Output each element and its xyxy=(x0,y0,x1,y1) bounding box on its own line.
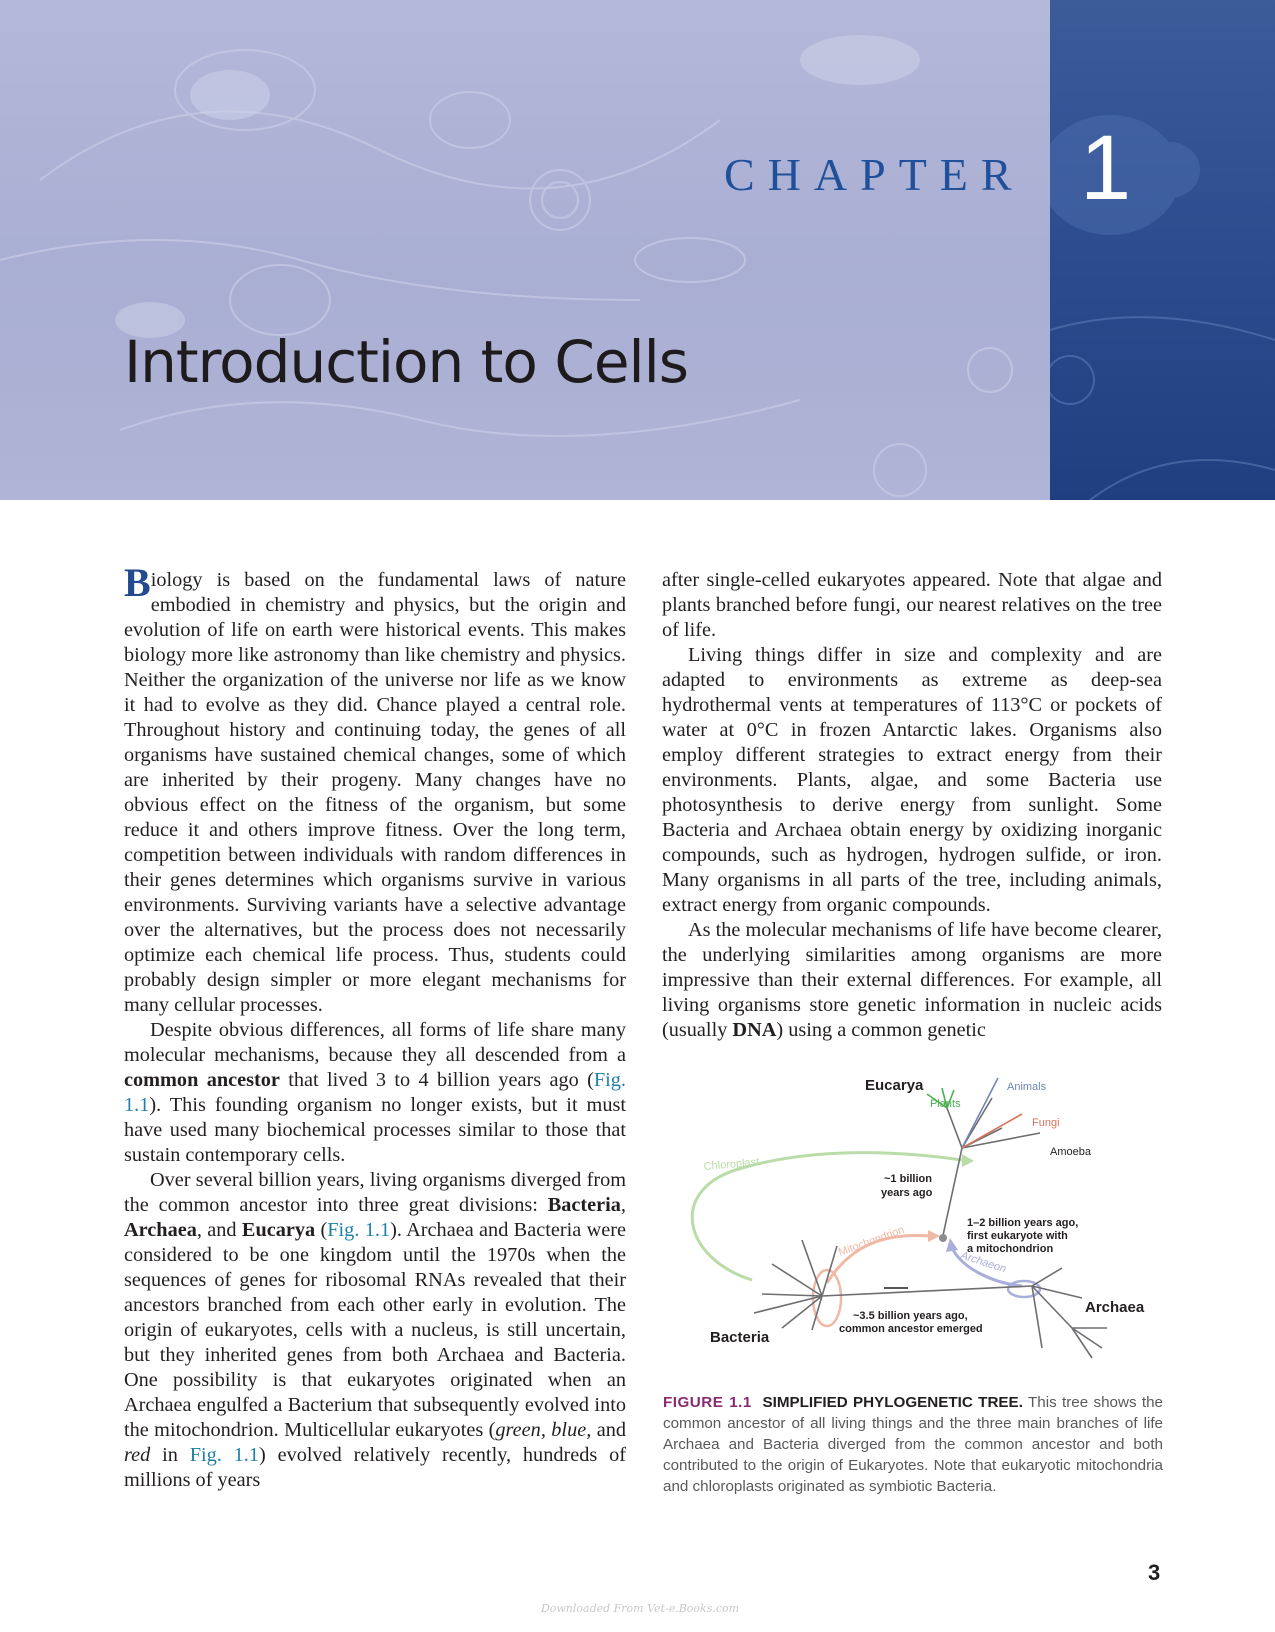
phylogenetic-tree-figure xyxy=(662,1068,1162,1380)
paragraph-1 xyxy=(124,560,626,1018)
right-column xyxy=(662,568,1162,1043)
text-run: As the molecular mechanisms of life have become clearer, the underlying similarities among organisms are more impressive than their external differences. For example, all living organisms store genetic information in nucleic acids (usually xyxy=(662,919,1162,1041)
banner-chapter-panel xyxy=(1050,0,1275,500)
paragraph-3 xyxy=(124,1168,626,1493)
caption-title: SIMPLIFIED PHYLOGENETIC TREE. xyxy=(762,1394,1023,1411)
text-run: , xyxy=(620,1194,626,1216)
text-run: and xyxy=(591,1419,626,1441)
label-amoeba: Amoeba xyxy=(1050,1146,1091,1158)
label-mitochondrion: Mitochondrion xyxy=(836,1223,906,1259)
text-run: Despite obvious differences, all forms of life share many molecular mechanisms, because they all descended from a xyxy=(124,1019,626,1066)
text-run: ). Archaea and Bacteria were considered to be one kingdom until the 1970s when the sequences of genes for ribosomal RNAs revealed that their ancestors branched from each other early in evolution. The origin of eukaryotes, cells with a nucleus, is still uncertain, but they inherited genes from both Archaea and Bacteria. One possibility is that eukaryotes originated when an Archaea engulfed a Bacterium that subsequently evolved into the mitochondrion. Multicellular eukaryotes ( xyxy=(124,1219,626,1441)
label-animals: Animals xyxy=(1007,1081,1047,1093)
label-ancestor-2: common ancestor emerged xyxy=(839,1323,983,1335)
text-run: ). This founding organism no longer exists, but it must have used many biochemical processes similar to those that sustain contemporary cells. xyxy=(124,1094,626,1166)
chapter-title: Introduction to Cells xyxy=(124,328,688,396)
caption-number: FIGURE 1.1 xyxy=(663,1394,752,1411)
figure-reference-link[interactable]: Fig. 1.1 xyxy=(124,1069,626,1116)
mitochondrion-arrowhead xyxy=(928,1230,940,1242)
italic-colors: green, blue, xyxy=(495,1419,592,1441)
caption-text: This tree shows the common ancestor of all living things and the three main branches of life Archaea and Bacteria diverged from the common ancestor and both contributed to the origin of Eukaryotes. Note that eukaryotic mitochondria and chloroplasts originated as symbiotic Bacteria. xyxy=(663,1394,1163,1495)
chapter-label: CHAPTER xyxy=(724,149,1025,200)
term-archaea: Archaea xyxy=(124,1219,197,1241)
label-first-eukaryote-2: first eukaryote with xyxy=(967,1230,1068,1242)
term-bacteria: Bacteria xyxy=(547,1194,621,1216)
paragraph-2 xyxy=(124,1018,626,1168)
label-ancestor-1: ~3.5 billion years ago, xyxy=(853,1310,968,1322)
term-dna: DNA xyxy=(732,1019,777,1041)
figure-reference-link[interactable]: Fig. 1.1 xyxy=(189,1444,260,1466)
label-1-billion: ~1 billion xyxy=(884,1173,932,1185)
figure-reference-link[interactable]: Fig. 1.1 xyxy=(327,1219,391,1241)
label-first-eukaryote-1: 1–2 billion years ago, xyxy=(967,1217,1079,1229)
label-eucarya: Eucarya xyxy=(865,1077,924,1094)
text-run: ) using a common genetic xyxy=(776,1019,986,1041)
label-1-billion-ago: years ago xyxy=(881,1187,933,1199)
paragraph-molecular xyxy=(662,918,1162,1043)
label-plants: Plants xyxy=(930,1098,961,1110)
text-run: that lived 3 to 4 billion years ago ( xyxy=(279,1069,594,1091)
label-fungi: Fungi xyxy=(1032,1117,1060,1129)
label-archaeon: Archaeon xyxy=(959,1249,1008,1276)
banner-microscopy-art xyxy=(0,0,1050,500)
text-run: Over several billion years, living organisms diverged from the common ancestor into three great divisions: xyxy=(124,1169,626,1216)
label-chloroplast: Chloroplast xyxy=(703,1156,760,1173)
first-eukaryote-node xyxy=(939,1234,947,1242)
page-number: 3 xyxy=(1148,1560,1161,1585)
text-run: , and xyxy=(196,1219,242,1241)
text-run: ) evolved relatively recently, hundreds of millions of years xyxy=(124,1444,626,1491)
paragraph-environments: Living things differ in size and complexity and are adapted to environments as extreme as deep-sea hydrothermal vents at temperatures of 113°C or pockets of water at 0°C in frozen Antarctic lakes. Organisms also employ different strategies to extract energy from their environments. Plants, algae, and some Bacteria use photosynthesis to derive energy from sunlight. Some Bacteria and Archaea obtain energy by oxidizing inorganic compounds, such as hydrogen, hydrogen sulfide, or iron. Many organisms in all parts of the tree, including animals, extract energy from organic compounds. xyxy=(662,644,1162,916)
paragraph-continued: after single-celled eukaryotes appeared. Note that algae and plants branched before fungi, our nearest relatives on the tree of life. xyxy=(662,569,1162,641)
left-column xyxy=(124,560,626,1493)
italic-red: red xyxy=(124,1444,151,1466)
chapter-banner xyxy=(0,0,1275,500)
chloroplast-arrow xyxy=(692,1153,962,1280)
label-bacteria: Bacteria xyxy=(710,1329,770,1346)
archaeon-arrowhead xyxy=(946,1238,958,1252)
chloroplast-arrowhead xyxy=(962,1154,974,1167)
drop-cap: B xyxy=(124,560,151,605)
figure-caption xyxy=(663,1392,1163,1497)
paragraph-1-text: iology is based on the fundamental laws of nature embodied in chemistry and physics, but the origin and evolution of life on earth were historical events. This makes biology more like astronomy than like chemistry and physics. Neither the organization of the universe nor life as we know it had to evolve as they did. Chance played a central role. Throughout history and continuing today, the genes of all organisms have sustained chemical changes, some of which are inherited by their progeny. Many changes have no obvious effect on the fitness of the organism, but some reduce it and others improve fitness. Over the long term, competition between individuals with random differences in their genes determines which organisms survive in various environments. Surviving variants have a selective advantage over the alternatives, but the process does not necessarily optimize each chemical life process. Thus, students could probably design simpler or more elegant mechanisms for many cellular processes. xyxy=(124,569,626,1016)
download-watermark: Downloaded From Vet-e.Books.com xyxy=(540,1602,740,1615)
term-eucarya: Eucarya xyxy=(241,1219,316,1241)
text-run: in xyxy=(150,1444,190,1466)
text-run: ( xyxy=(315,1219,328,1241)
label-first-eukaryote-3: a mitochondrion xyxy=(967,1243,1054,1255)
phylogenetic-tree-diagram xyxy=(662,1068,1162,1380)
label-archaea: Archaea xyxy=(1085,1299,1145,1316)
term-common-ancestor: common ancestor xyxy=(124,1069,280,1091)
chapter-number: 1 xyxy=(1080,117,1132,219)
